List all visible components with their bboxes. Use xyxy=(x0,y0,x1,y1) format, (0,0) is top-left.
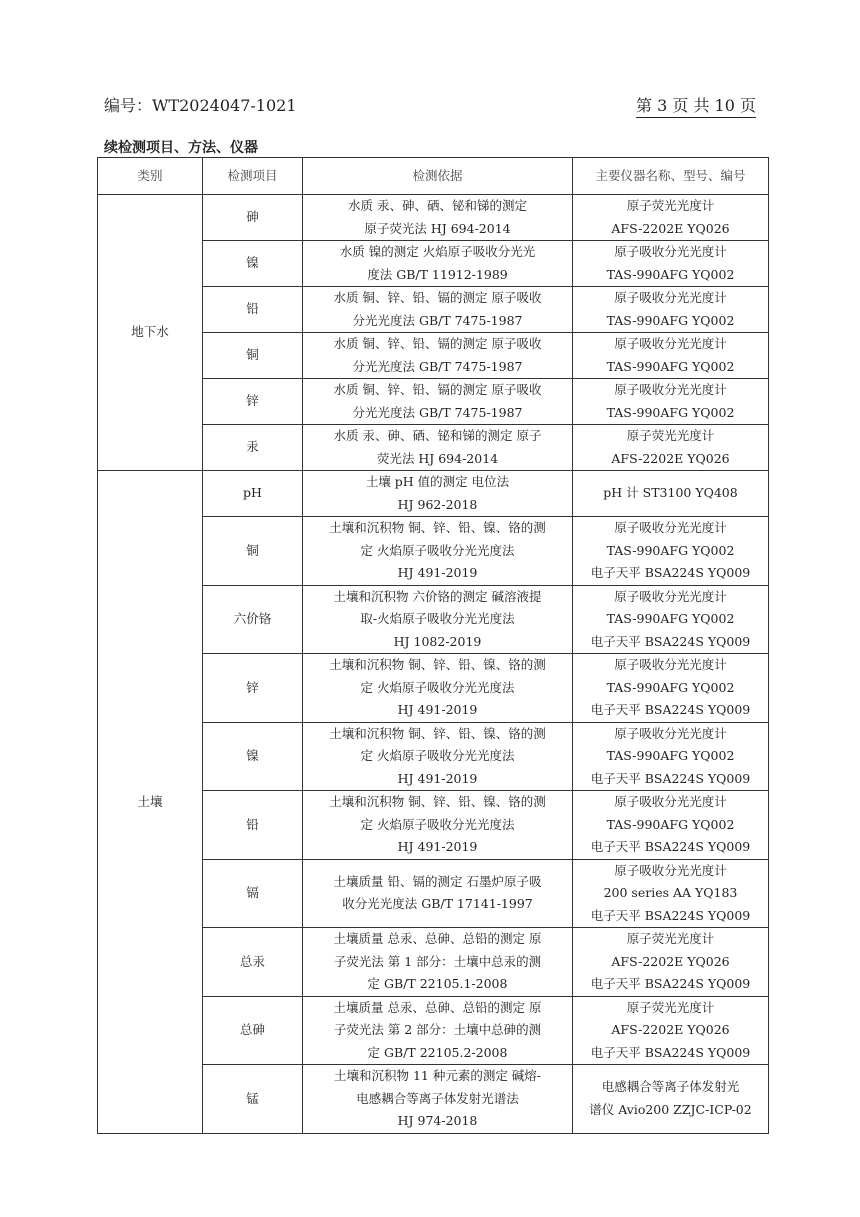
instrument-cell xyxy=(573,287,769,333)
basis-cell xyxy=(303,1065,573,1134)
table-row xyxy=(98,471,769,517)
instrument-line: AFS-2202E YQ026 xyxy=(611,953,730,969)
basis-line: 土壤质量 总汞、总砷、总铅的测定 原 xyxy=(333,999,542,1015)
basis-line: 土壤和沉积物 铜、锌、铅、镍、铬的测 xyxy=(329,794,546,809)
basis-line: 定 GB/T 22105.1-2008 xyxy=(367,976,508,991)
instrument-line: 原子荧光光度计 xyxy=(626,198,715,213)
basis-line: HJ 491-2019 xyxy=(397,702,478,717)
instrument-cell xyxy=(573,471,769,517)
basis-line: 定 火焰原子吸收分光光度法 xyxy=(360,542,515,558)
basis-cell xyxy=(303,654,573,723)
column-header-instrument: 主要仪器名称、型号、编号 xyxy=(573,158,769,195)
instrument-cell xyxy=(573,333,769,379)
basis-line: HJ 491-2019 xyxy=(397,839,478,854)
instrument-cell xyxy=(573,517,769,586)
page-header xyxy=(104,93,756,119)
section-title: 续检测项目、方法、仪器 xyxy=(104,140,258,156)
item-cell: 锰 xyxy=(203,1065,303,1134)
instrument-line: 原子吸收分光光度计 xyxy=(614,794,727,809)
instrument-cell xyxy=(573,791,769,860)
basis-cell xyxy=(303,333,573,379)
instrument-line: 原子吸收分光光度计 xyxy=(614,520,727,535)
instrument-cell xyxy=(573,928,769,997)
basis-cell xyxy=(303,791,573,860)
table-body xyxy=(98,195,769,1134)
instrument-line: pH 计 ST3100 YQ408 xyxy=(603,485,738,501)
instrument-line: 原子吸收分光光度计 xyxy=(614,244,727,259)
item-cell: 镉 xyxy=(203,859,303,928)
basis-line: HJ 491-2019 xyxy=(397,565,478,580)
instrument-cell xyxy=(573,585,769,654)
basis-line: 子荧光法 第 1 部分：土壤中总汞的测 xyxy=(333,953,542,969)
basis-cell xyxy=(303,928,573,997)
basis-cell xyxy=(303,585,573,654)
basis-line: 电感耦合等离子体发射光谱法 xyxy=(356,1090,519,1106)
basis-line: 原子荧光法 HJ 694-2014 xyxy=(364,220,511,236)
basis-line: HJ 962-2018 xyxy=(397,496,478,512)
instrument-line: TAS-990AFG YQ002 xyxy=(606,679,735,695)
item-cell: 铅 xyxy=(203,287,303,333)
basis-line: 定 火焰原子吸收分光光度法 xyxy=(360,679,515,695)
instrument-line: 电子天平 BSA224S YQ009 xyxy=(590,976,751,991)
instrument-line: 原子吸收分光光度计 xyxy=(614,588,727,604)
basis-line: HJ 974-2018 xyxy=(397,1113,478,1128)
instrument-line: TAS-990AFG YQ002 xyxy=(606,312,735,328)
item-cell: 六价铬 xyxy=(203,585,303,654)
instrument-cell xyxy=(573,859,769,928)
item-cell: 砷 xyxy=(203,195,303,241)
category-cell: 地下水 xyxy=(98,195,203,471)
item-cell: 铅 xyxy=(203,791,303,860)
item-cell: 铜 xyxy=(203,333,303,379)
instrument-line: 电子天平 BSA224S YQ009 xyxy=(590,702,751,717)
table-row xyxy=(98,195,769,241)
basis-cell xyxy=(303,722,573,791)
basis-line: 分光光度法 GB/T 7475-1987 xyxy=(352,358,523,374)
instrument-cell xyxy=(573,1065,769,1134)
instrument-line: AFS-2202E YQ026 xyxy=(611,220,730,236)
item-cell: 汞 xyxy=(203,425,303,471)
instrument-line: TAS-990AFG YQ002 xyxy=(606,611,735,626)
item-cell: 总砷 xyxy=(203,996,303,1065)
instrument-cell xyxy=(573,654,769,723)
instrument-line: 电子天平 BSA224S YQ009 xyxy=(590,565,751,580)
page-indicator: 第 3 页 共 10 页 xyxy=(636,93,756,118)
basis-line: 定 GB/T 22105.2-2008 xyxy=(367,1044,508,1060)
instrument-cell xyxy=(573,425,769,471)
basis-line: HJ 491-2019 xyxy=(397,770,478,786)
basis-cell xyxy=(303,287,573,333)
instrument-line: TAS-990AFG YQ002 xyxy=(606,266,735,282)
basis-line: 水质 铜、锌、铅、镉的测定 原子吸收 xyxy=(333,382,542,397)
basis-cell xyxy=(303,517,573,586)
instrument-line: 原子吸收分光光度计 xyxy=(614,725,727,741)
instrument-line: 电子天平 BSA224S YQ009 xyxy=(590,633,751,649)
basis-line: 定 火焰原子吸收分光光度法 xyxy=(360,748,515,763)
instrument-line: 电子天平 BSA224S YQ009 xyxy=(590,839,751,854)
testing-methods-table xyxy=(97,157,769,1134)
instrument-line: TAS-990AFG YQ002 xyxy=(606,542,735,558)
instrument-cell xyxy=(573,379,769,425)
instrument-cell xyxy=(573,241,769,287)
column-header-category: 类别 xyxy=(98,158,203,195)
column-header-item: 检测项目 xyxy=(203,158,303,195)
item-cell: 铜 xyxy=(203,517,303,586)
instrument-line: TAS-990AFG YQ002 xyxy=(606,816,735,832)
basis-line: 土壤质量 铅、镉的测定 石墨炉原子吸 xyxy=(333,873,542,889)
instrument-line: 电子天平 BSA224S YQ009 xyxy=(590,907,751,923)
item-cell: 镍 xyxy=(203,241,303,287)
instrument-line: 原子吸收分光光度计 xyxy=(614,382,727,397)
basis-cell xyxy=(303,996,573,1065)
instrument-line: 原子吸收分光光度计 xyxy=(614,862,727,878)
instrument-line: 原子荧光光度计 xyxy=(626,428,715,443)
basis-line: 定 火焰原子吸收分光光度法 xyxy=(360,816,515,832)
instrument-cell xyxy=(573,996,769,1065)
basis-line: 水质 汞、砷、硒、铋和锑的测定 xyxy=(348,198,527,213)
instrument-line: AFS-2202E YQ026 xyxy=(611,450,730,466)
basis-line: 子荧光法 第 2 部分：土壤中总砷的测 xyxy=(333,1022,542,1037)
basis-line: HJ 1082-2019 xyxy=(393,633,482,649)
basis-cell xyxy=(303,195,573,241)
table-header-row xyxy=(98,158,769,195)
category-cell: 土壤 xyxy=(98,471,203,1134)
instrument-line: TAS-990AFG YQ002 xyxy=(606,748,735,763)
basis-cell xyxy=(303,379,573,425)
item-cell: 总汞 xyxy=(203,928,303,997)
item-cell: 锌 xyxy=(203,379,303,425)
instrument-cell xyxy=(573,722,769,791)
item-cell: pH xyxy=(203,471,303,517)
basis-line: 度法 GB/T 11912-1989 xyxy=(367,266,508,282)
item-cell: 镍 xyxy=(203,722,303,791)
basis-line: 土壤和沉积物 六价铬的测定 碱溶液提 xyxy=(333,588,542,604)
document-number: 编号：WT2024047-1021 xyxy=(104,96,297,115)
basis-cell xyxy=(303,241,573,287)
basis-cell xyxy=(303,471,573,517)
instrument-cell xyxy=(573,195,769,241)
basis-line: 土壤和沉积物 铜、锌、铅、镍、铬的测 xyxy=(329,725,546,741)
instrument-line: 原子荧光光度计 xyxy=(626,931,715,946)
basis-line: 土壤和沉积物 铜、锌、铅、镍、铬的测 xyxy=(329,657,546,672)
basis-line: 分光光度法 GB/T 7475-1987 xyxy=(352,312,523,328)
instrument-line: 谱仪 Avio200 ZZJC-ICP-02 xyxy=(589,1101,752,1117)
basis-line: 土壤和沉积物 11 种元素的测定 碱熔- xyxy=(333,1068,542,1083)
basis-line: 分光光度法 GB/T 7475-1987 xyxy=(352,404,523,420)
instrument-line: 原子吸收分光光度计 xyxy=(614,657,727,672)
basis-line: 水质 铜、锌、铅、镉的测定 原子吸收 xyxy=(333,336,542,351)
instrument-line: 原子吸收分光光度计 xyxy=(614,290,727,305)
instrument-line: 原子吸收分光光度计 xyxy=(614,336,727,351)
item-cell: 锌 xyxy=(203,654,303,723)
instrument-line: 电子天平 BSA224S YQ009 xyxy=(590,770,751,786)
basis-line: 土壤 pH 值的测定 电位法 xyxy=(365,474,510,489)
instrument-line: 电感耦合等离子体发射光 xyxy=(601,1079,740,1095)
instrument-line: TAS-990AFG YQ002 xyxy=(606,358,735,374)
basis-line: 荧光法 HJ 694-2014 xyxy=(376,450,499,466)
instrument-line: TAS-990AFG YQ002 xyxy=(606,404,735,420)
instrument-line: 200 series AA YQ183 xyxy=(603,885,738,900)
instrument-line: AFS-2202E YQ026 xyxy=(611,1022,730,1037)
instrument-line: 电子天平 BSA224S YQ009 xyxy=(590,1044,751,1060)
basis-cell xyxy=(303,859,573,928)
basis-cell xyxy=(303,425,573,471)
basis-line: 取-火焰原子吸收分光光度法 xyxy=(360,611,515,626)
basis-line: 水质 铜、锌、铅、镉的测定 原子吸收 xyxy=(333,290,542,305)
basis-line: 水质 汞、砷、硒、铋和锑的测定 原子 xyxy=(333,428,542,443)
basis-line: 水质 镍的测定 火焰原子吸收分光光 xyxy=(339,244,536,259)
basis-line: 土壤和沉积物 铜、锌、铅、镍、铬的测 xyxy=(329,520,546,535)
basis-line: 土壤质量 总汞、总砷、总铅的测定 原 xyxy=(333,931,542,946)
instrument-line: 原子荧光光度计 xyxy=(626,999,715,1015)
column-header-basis: 检测依据 xyxy=(303,158,573,195)
basis-line: 收分光光度法 GB/T 17141-1997 xyxy=(342,896,533,912)
